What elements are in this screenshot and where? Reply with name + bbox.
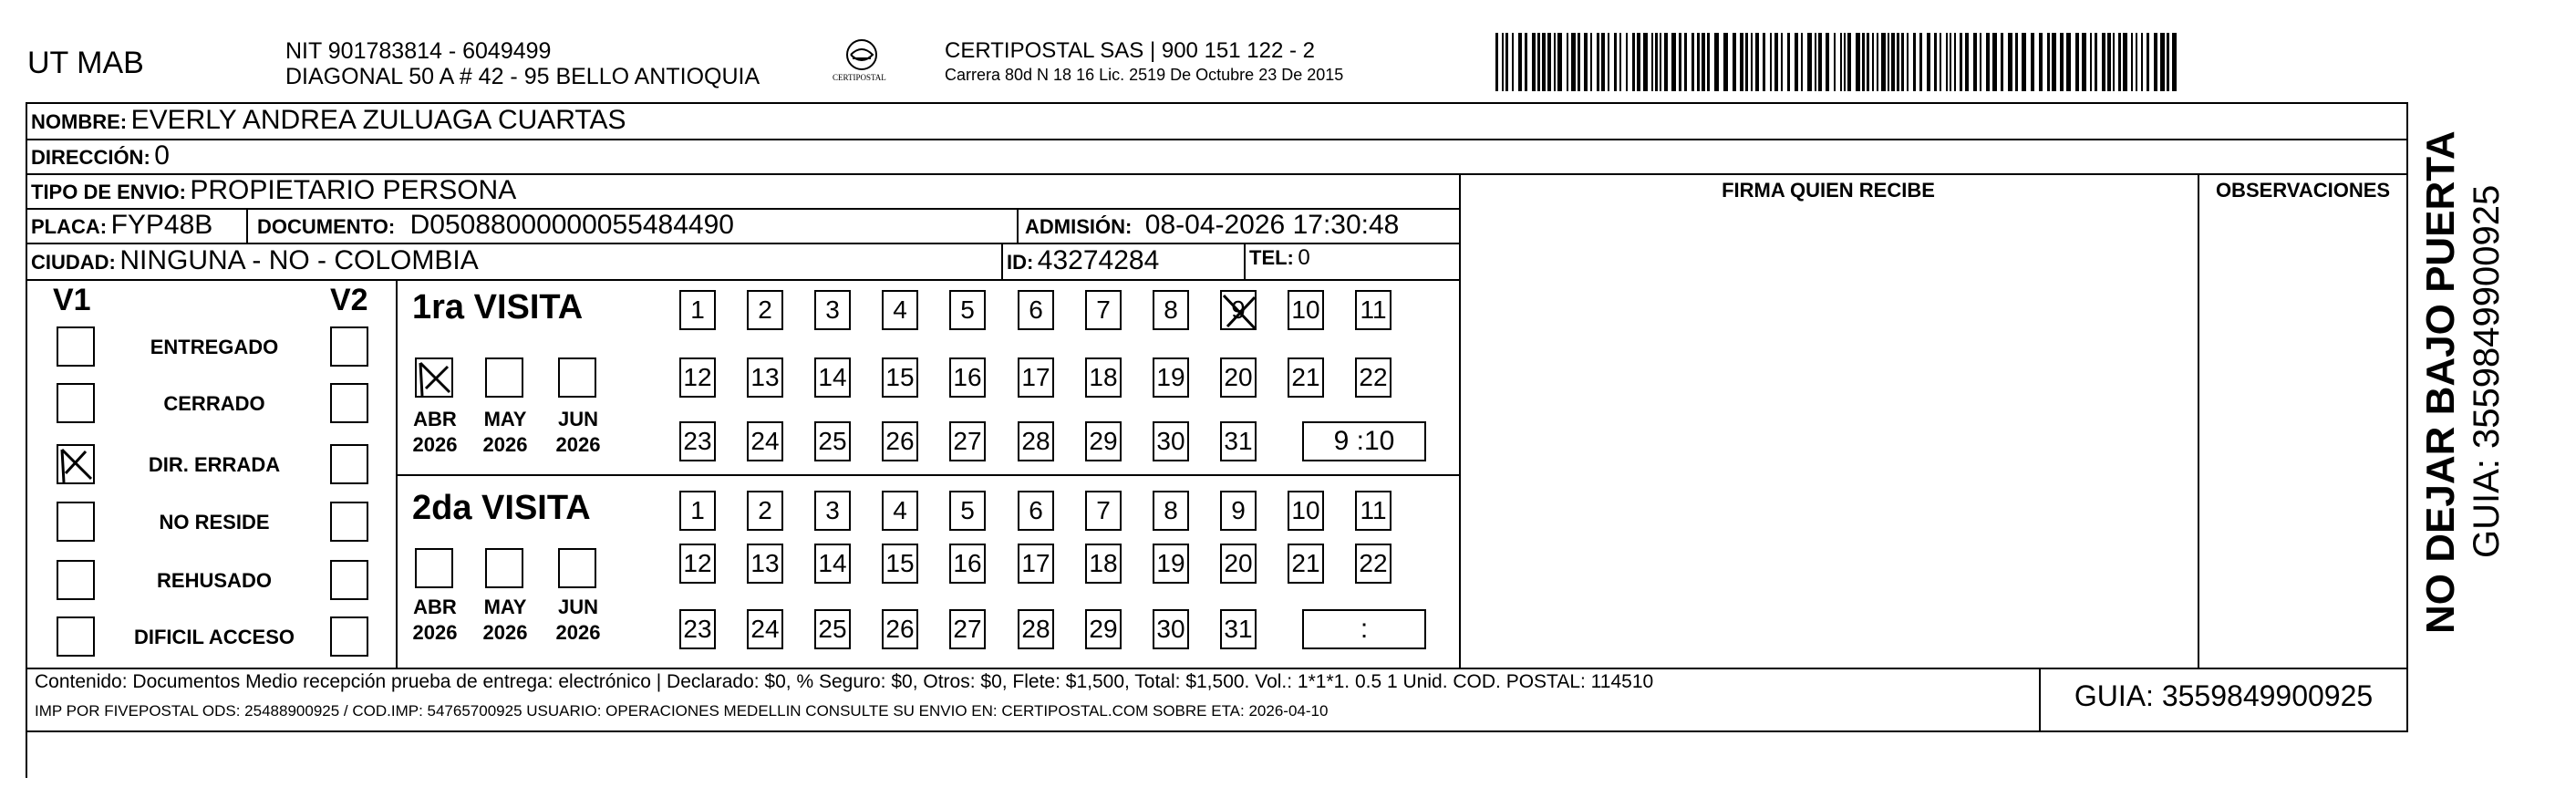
direccion-label: DIRECCIÓN: [31, 146, 150, 169]
day-box[interactable]: 7 [1085, 290, 1122, 330]
documento-value: D05088000000055484490 [409, 210, 734, 240]
month-label [408, 595, 462, 646]
month-label [551, 595, 605, 646]
month-name: ABR [413, 408, 457, 430]
firma-label: FIRMA QUIEN RECIBE [1722, 179, 1935, 202]
v1-checkbox[interactable] [57, 560, 95, 600]
day-box[interactable]: 27 [949, 421, 986, 461]
v2-checkbox[interactable] [330, 616, 368, 657]
day-box[interactable]: 18 [1085, 544, 1122, 584]
v2-checkbox[interactable] [330, 326, 368, 367]
month-year: 2026 [555, 433, 601, 456]
certipostal-name: CERTIPOSTAL SAS | 900 151 122 - 2 [945, 38, 1315, 63]
month-checkbox[interactable] [558, 357, 596, 398]
day-box[interactable]: 8 [1153, 491, 1189, 531]
day-box[interactable]: 9 [1220, 491, 1257, 531]
month-name: JUN [557, 408, 598, 430]
v1-header: V1 [53, 283, 91, 317]
ciudad-label: CIUDAD: [31, 251, 116, 274]
month-year: 2026 [412, 433, 458, 456]
tipo-label: TIPO DE ENVIO: [31, 181, 186, 203]
month-label [478, 407, 533, 458]
day-box[interactable]: 2 [747, 491, 783, 531]
reason-label: DIR. ERRADA [148, 453, 281, 476]
day-box[interactable]: 3 [814, 491, 851, 531]
documento-label: DOCUMENTO: [257, 215, 396, 238]
no-dejar-text: NO DEJAR BAJO PUERTA [2418, 130, 2463, 634]
day-box[interactable]: 16 [949, 544, 986, 584]
id-row [1007, 245, 1159, 276]
tel-row [1249, 245, 1310, 271]
day-box[interactable]: 28 [1018, 609, 1054, 649]
admision-label: ADMISIÓN: [1025, 215, 1133, 238]
check-mark-icon [417, 359, 453, 398]
day-box[interactable]: 8 [1153, 290, 1189, 330]
logo-text: CERTIPOSTAL [833, 73, 886, 82]
day-box[interactable]: 27 [949, 609, 986, 649]
admision-value: 08-04-2026 17:30:48 [1144, 210, 1400, 240]
day-box[interactable]: 25 [814, 609, 851, 649]
day-box[interactable]: 14 [814, 544, 851, 584]
day-box[interactable]: 22 [1355, 544, 1391, 584]
direccion-value: 0 [154, 140, 170, 171]
first-visit-title: 1ra VISITA [412, 288, 584, 326]
day-box[interactable]: 2 [747, 290, 783, 330]
second-visit-title: 2da VISITA [412, 489, 591, 527]
day-box[interactable]: 26 [882, 609, 918, 649]
time-box[interactable]: 9 :10 [1302, 421, 1426, 461]
day-box[interactable]: 11 [1355, 290, 1391, 330]
month-label [478, 595, 533, 646]
day-box[interactable]: 30 [1153, 609, 1189, 649]
day-box[interactable]: 23 [679, 609, 716, 649]
id-value: 43274284 [1037, 245, 1160, 275]
month-name: MAY [483, 596, 527, 618]
day-box[interactable]: 10 [1288, 491, 1324, 531]
time-box[interactable]: : [1302, 609, 1426, 649]
company-address: DIAGONAL 50 A # 42 - 95 BELLO ANTIOQUIA [285, 64, 760, 89]
nombre-label: NOMBRE: [31, 110, 128, 133]
day-box[interactable]: 17 [1018, 357, 1054, 398]
certipostal-address: Carrera 80d N 18 16 Lic. 2519 De Octubre 23 De 2015 [945, 66, 1344, 84]
check-mark-icon [1222, 292, 1262, 332]
v2-checkbox[interactable] [330, 444, 368, 484]
day-box[interactable]: 24 [747, 609, 783, 649]
month-name: MAY [483, 408, 527, 430]
day-box[interactable]: 24 [747, 421, 783, 461]
day-box[interactable]: 7 [1085, 491, 1122, 531]
day-box[interactable]: 25 [814, 421, 851, 461]
day-box[interactable]: 6 [1018, 290, 1054, 330]
v2-checkbox[interactable] [330, 383, 368, 423]
month-name: ABR [413, 596, 457, 618]
observaciones-label: OBSERVACIONES [2215, 179, 2391, 202]
placa-row [31, 210, 212, 241]
day-box[interactable]: 26 [882, 421, 918, 461]
tipo-value: PROPIETARIO PERSONA [190, 175, 517, 205]
day-box[interactable]: 14 [814, 357, 851, 398]
month-year: 2026 [482, 621, 528, 644]
day-box[interactable]: 4 [882, 491, 918, 531]
day-box[interactable]: 28 [1018, 421, 1054, 461]
check-mark-icon [58, 446, 95, 484]
day-box[interactable]: 22 [1355, 357, 1391, 398]
day-box[interactable]: 30 [1153, 421, 1189, 461]
day-box[interactable]: 11 [1355, 491, 1391, 531]
day-box[interactable]: 29 [1085, 609, 1122, 649]
nit-text: NIT 901783814 - 6049499 [285, 38, 552, 64]
v1-checkbox[interactable] [57, 326, 95, 367]
month-year: 2026 [555, 621, 601, 644]
v1-checkbox[interactable] [57, 616, 95, 657]
nombre-row [31, 105, 626, 136]
nombre-value: EVERLY ANDREA ZULUAGA CUARTAS [130, 105, 626, 135]
company-name: UT MAB [27, 46, 144, 80]
documento-row [257, 210, 734, 241]
month-year: 2026 [412, 621, 458, 644]
month-checkbox[interactable] [415, 357, 453, 398]
placa-value: FYP48B [110, 210, 213, 240]
placa-label: PLACA: [31, 215, 108, 238]
day-box[interactable]: 1 [679, 290, 716, 330]
id-label: ID: [1007, 251, 1034, 274]
reason-label: NO RESIDE [159, 511, 270, 533]
day-box[interactable]: 21 [1288, 544, 1324, 584]
day-box[interactable]: 19 [1153, 544, 1189, 584]
certipostal-logo-icon [825, 36, 898, 91]
month-checkbox[interactable] [485, 357, 523, 398]
day-box[interactable]: 12 [679, 544, 716, 584]
day-box[interactable]: 15 [882, 544, 918, 584]
day-box[interactable]: 15 [882, 357, 918, 398]
day-box[interactable]: 1 [679, 491, 716, 531]
certipostal-logo [825, 36, 898, 91]
tipo-row [31, 175, 516, 206]
v1-checkbox[interactable] [57, 502, 95, 542]
month-name: JUN [557, 596, 598, 618]
admision-row [1025, 210, 1399, 241]
day-box[interactable]: 12 [679, 357, 716, 398]
day-box[interactable]: 19 [1153, 357, 1189, 398]
reason-label: CERRADO [163, 392, 265, 415]
v1-checkbox[interactable] [57, 444, 95, 484]
reason-label: REHUSADO [157, 569, 272, 592]
direccion-row [31, 140, 170, 171]
bottom-strip [26, 732, 2570, 778]
v2-checkbox[interactable] [330, 560, 368, 600]
ciudad-value: NINGUNA - NO - COLOMBIA [119, 245, 479, 275]
day-box[interactable]: 31 [1220, 421, 1257, 461]
day-box[interactable]: 13 [747, 357, 783, 398]
month-label [408, 407, 462, 458]
day-box[interactable]: 31 [1220, 609, 1257, 649]
day-box[interactable]: 10 [1288, 290, 1324, 330]
reason-label: DIFICIL ACCESO [133, 626, 295, 648]
day-box[interactable]: 20 [1220, 357, 1257, 398]
month-label [551, 407, 605, 458]
day-box[interactable]: 3 [814, 290, 851, 330]
day-box[interactable]: 5 [949, 290, 986, 330]
day-box[interactable]: 20 [1220, 544, 1257, 584]
day-box[interactable]: 16 [949, 357, 986, 398]
month-checkbox[interactable] [558, 548, 596, 588]
v2-checkbox[interactable] [330, 502, 368, 542]
day-box[interactable]: 4 [882, 290, 918, 330]
ciudad-row [31, 245, 479, 276]
tel-value: 0 [1298, 245, 1310, 270]
footer-guia: GUIA: 3559849900925 [2074, 679, 2374, 712]
day-box[interactable]: 29 [1085, 421, 1122, 461]
day-box[interactable]: 5 [949, 491, 986, 531]
day-box[interactable]: 6 [1018, 491, 1054, 531]
month-year: 2026 [482, 433, 528, 456]
day-box[interactable]: 13 [747, 544, 783, 584]
month-checkbox[interactable] [485, 548, 523, 588]
side-guia-text: GUIA: 3559849900925 [2467, 184, 2507, 558]
contenido-text: Contenido: Documentos Medio recepción prueba de entrega: electrónico | Declarado: $0, % Seguro: $0, Otros: $0, Flete: $1,500, Total: $1,500. Vol.: 1*1*1. 0.5 1 Unid. COD. POSTAL: 114510 [35, 671, 1654, 692]
day-box[interactable]: 17 [1018, 544, 1054, 584]
month-checkbox[interactable] [415, 548, 453, 588]
reason-label: ENTREGADO [150, 336, 279, 358]
day-box[interactable]: 23 [679, 421, 716, 461]
day-box[interactable]: 9 [1220, 290, 1257, 330]
tel-label: TEL: [1249, 246, 1294, 269]
day-box[interactable]: 18 [1085, 357, 1122, 398]
v2-header: V2 [330, 283, 368, 317]
imp-text: IMP POR FIVEPOSTAL ODS: 25488900925 / COD.IMP: 54765700925 USUARIO: OPERACIONES MEDELLIN CONSULTE SU ENVIO EN: CERTIPOSTAL.COM SOBRE ETA: 2026-04-10 [35, 702, 1329, 720]
day-box[interactable]: 21 [1288, 357, 1324, 398]
v1-checkbox[interactable] [57, 383, 95, 423]
barcode [1495, 33, 2184, 91]
